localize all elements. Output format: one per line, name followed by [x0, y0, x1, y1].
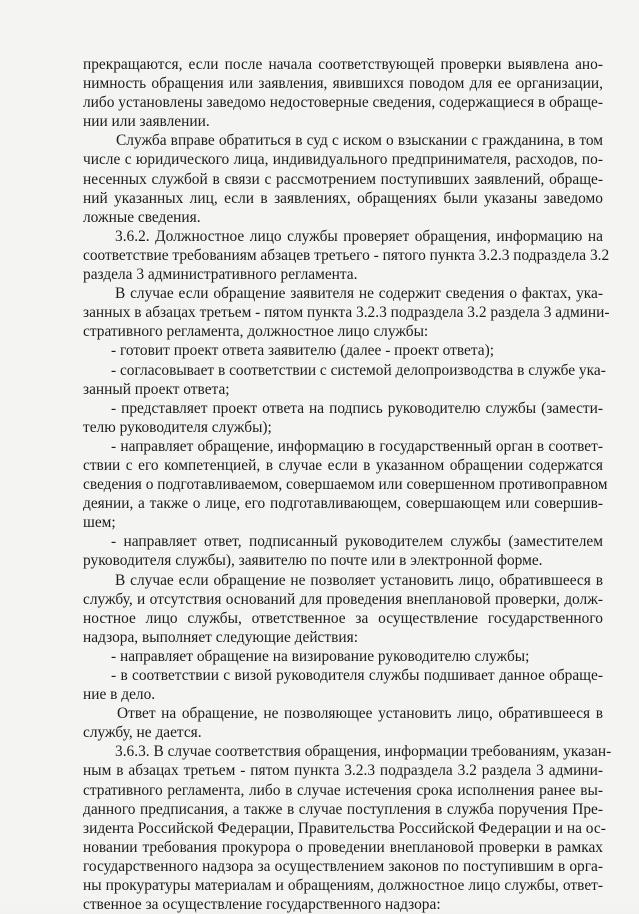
text-line: деянии, а также о лице, его подготавливающем, совершающем или совершив-: [83, 495, 603, 513]
text-line: ний указанных лиц, если в заявлениях, обращениях были указаны заведомо: [83, 189, 603, 207]
text-line: службу, и отсутствия оснований для проведения внеплановой проверки, долж-: [83, 590, 603, 608]
text-line: ствии с его компетенцией, в случае если в указанном обращении содержатся: [83, 456, 603, 474]
text-line: Ответ на обращение, не позволяющее установить лицо, обратившееся в: [117, 705, 603, 723]
text-line: несенных службой в связи с рассмотрением поступивших заявлений, обраще-: [83, 170, 603, 188]
text-line: ние в дело.: [83, 686, 156, 704]
text-line: - готовит проект ответа заявителю (далее - проект ответа);: [111, 342, 495, 360]
text-line: - направляет обращение на визирование руководителю службы;: [111, 647, 530, 665]
text-line: шем;: [83, 514, 116, 532]
text-line: надзора, выполняет следующие действия:: [83, 628, 358, 646]
text-line: раздела 3 административного регламента.: [83, 266, 358, 284]
text-line: телю руководителя службы);: [83, 418, 272, 436]
text-line: - представляет проект ответа на подпись руководителю службы (замести-: [111, 399, 603, 417]
text-line: - согласовывает в соответствии с системой делопроизводства в службе ука-: [111, 361, 606, 379]
text-line: либо установлены заведомо недостоверные сведения, содержащиеся в обраще-: [83, 94, 603, 112]
document-body: [83, 55, 612, 914]
text-line: нимность обращения или заявления, явившихся поводом для ее организации,: [83, 75, 603, 93]
text-line: 3.6.3. В случае соответствия обращения, информации требованиям, указан-: [115, 743, 612, 761]
text-line: службу, не дается.: [83, 724, 202, 742]
text-line: стративного регламента, должностное лицо службы:: [83, 323, 429, 341]
text-line: занный проект ответа;: [83, 380, 230, 398]
text-line: - направляет ответ, подписанный руководителем службы (заместителем: [111, 533, 603, 551]
text-line: ностное лицо службы, ответственное за осуществление государственного: [83, 609, 603, 627]
text-line: сведения о подготавливаемом, совершаемом или совершенном противоправном: [83, 476, 608, 494]
text-line: зидента Российской Федерации, Правительства Российской Федерации и на ос-: [83, 819, 606, 837]
text-line: новании требования прокурора о проведении внеплановой проверки в рамках: [83, 838, 603, 856]
text-line: данного предписания, а также в случае поступления в служба поручения Пре-: [83, 800, 603, 818]
text-line: - в соответствии с визой руководителя службы подшивает данное обраще-: [111, 667, 603, 684]
text-line: ным в абзацах третьем - пятом пункта 3.2.3 подраздела 3.2 раздела 3 админи-: [83, 762, 603, 780]
text-line: государственного надзора за осуществлением законов по поступившим в орга-: [83, 857, 603, 875]
text-line: В случае если обращение заявителя не содержит сведения о фактах, ука-: [115, 285, 603, 303]
text-line: нии или заявлении.: [83, 113, 210, 131]
text-line: прекращаются, если после начала соответствующей проверки выявлена ано-: [83, 56, 603, 73]
text-line: 3.6.2. Должностное лицо службы проверяет обращения, информацию на: [115, 227, 603, 245]
text-line: ложные сведения.: [83, 208, 201, 226]
text-line: В случае если обращение не позволяет установить лицо, обратившееся в: [115, 571, 603, 589]
text-line: ственное за осуществление государственного надзора:: [83, 896, 441, 914]
text-line: стративного регламента, либо в случае истечения срока исполнения ранее вы-: [83, 781, 603, 799]
text-line: ны прокуратуры материалам и обращениям, должностное лицо службы, ответ-: [83, 877, 603, 895]
text-line: руководителя службы), заявителю по почте или в электронной форме.: [83, 552, 543, 570]
text-line: - направляет обращение, информацию в государственный орган в соответ-: [111, 437, 603, 455]
text-line: соответствие требованиям абзацев третьего - пятого пункта 3.2.3 подраздела 3.2: [83, 246, 610, 264]
text-line: Служба вправе обратиться в суд с иском о взыскании с гражданина, в том: [116, 132, 603, 150]
text-line: занных в абзацах третьем - пятом пункта 3.2.3 подраздела 3.2 раздела 3 админи-: [83, 304, 610, 322]
text-line: числе с юридического лица, индивидуального предпринимателя, расходов, по-: [83, 151, 603, 169]
